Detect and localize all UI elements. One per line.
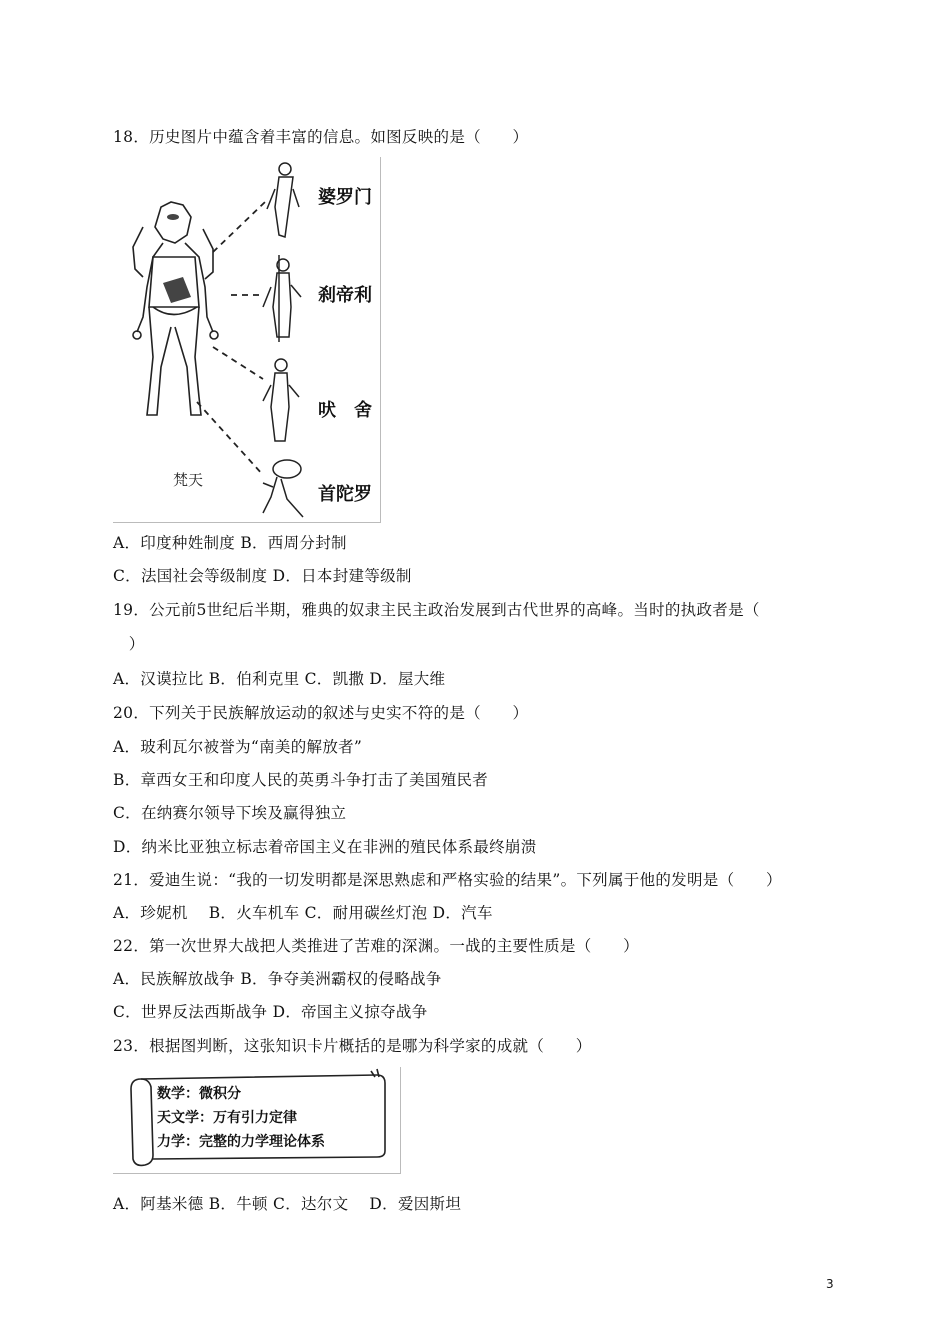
figure-border [380, 157, 381, 523]
question-20-option-c: C．在纳赛尔领导下埃及赢得独立 [113, 804, 347, 822]
deity-label: 梵天 [173, 471, 204, 489]
question-22-stem: 22．第一次世界大战把人类推进了苦难的深渊。一战的主要性质是（ ） [113, 937, 639, 955]
card-line-math: 数学：微积分 [157, 1086, 241, 1102]
question-20-stem: 20．下列关于民族解放运动的叙述与史实不符的是（ ） [113, 704, 529, 722]
card-line-mechanics: 力学：完整的力学理论体系 [157, 1134, 325, 1150]
question-23-options: A．阿基米德 B．牛顿 C．达尔文 D．爱因斯坦 [113, 1195, 462, 1213]
knowledge-card-figure [113, 1067, 401, 1174]
card-line-astronomy: 天文学：万有引力定律 [157, 1110, 297, 1126]
question-18-stem: 18．历史图片中蕴含着丰富的信息。如图反映的是（ ） [113, 128, 529, 146]
question-22-options-2: C．世界反法西斯战争 D．帝国主义掠夺战争 [113, 1003, 428, 1021]
figure-border [400, 1067, 401, 1174]
question-19-stem-cont: ） [113, 635, 145, 653]
figure-border [113, 1173, 401, 1174]
question-21-options: A．珍妮机 B．火车机车 C．耐用碳丝灯泡 D．汽车 [113, 904, 493, 922]
caste-label-kshatriya: 刹帝利 [318, 285, 372, 306]
question-20-option-d: D．纳米比亚独立标志着帝国主义在非洲的殖民体系最终崩溃 [113, 838, 537, 856]
caste-label-brahmin: 婆罗门 [318, 187, 372, 208]
question-20-option-a: A．玻利瓦尔被誉为“南美的解放者” [113, 738, 363, 756]
caste-label-shudra: 首陀罗 [318, 484, 372, 505]
caste-illustration [113, 157, 381, 523]
question-21-stem: 21．爱迪生说：“我的一切发明都是深思熟虑和严格实验的结果”。下列属于他的发明是（ ） [113, 871, 782, 889]
question-23-stem: 23．根据图判断，这张知识卡片概括的是哪为科学家的成就（ ） [113, 1037, 592, 1055]
question-19-stem: 19．公元前5世纪后半期，雅典的奴隶主民主政治发展到古代世界的高峰。当时的执政者是（ [113, 601, 760, 619]
question-19-options: A．汉谟拉比 B．伯利克里 C．凯撒 D．屋大维 [113, 670, 446, 688]
question-18-options-2: C．法国社会等级制度 D．日本封建等级制 [113, 567, 412, 585]
caste-label-vaishya: 吠 舍 [318, 400, 372, 421]
page-number: 3 [826, 1277, 834, 1291]
figure-border [113, 522, 381, 523]
caste-system-figure [113, 157, 381, 523]
question-22-options-1: A．民族解放战争 B．争夺美洲霸权的侵略战争 [113, 970, 442, 988]
question-20-option-b: B．章西女王和印度人民的英勇斗争打击了美国殖民者 [113, 771, 489, 789]
question-18-options-1: A．印度种姓制度 B．西周分封制 [113, 534, 347, 552]
